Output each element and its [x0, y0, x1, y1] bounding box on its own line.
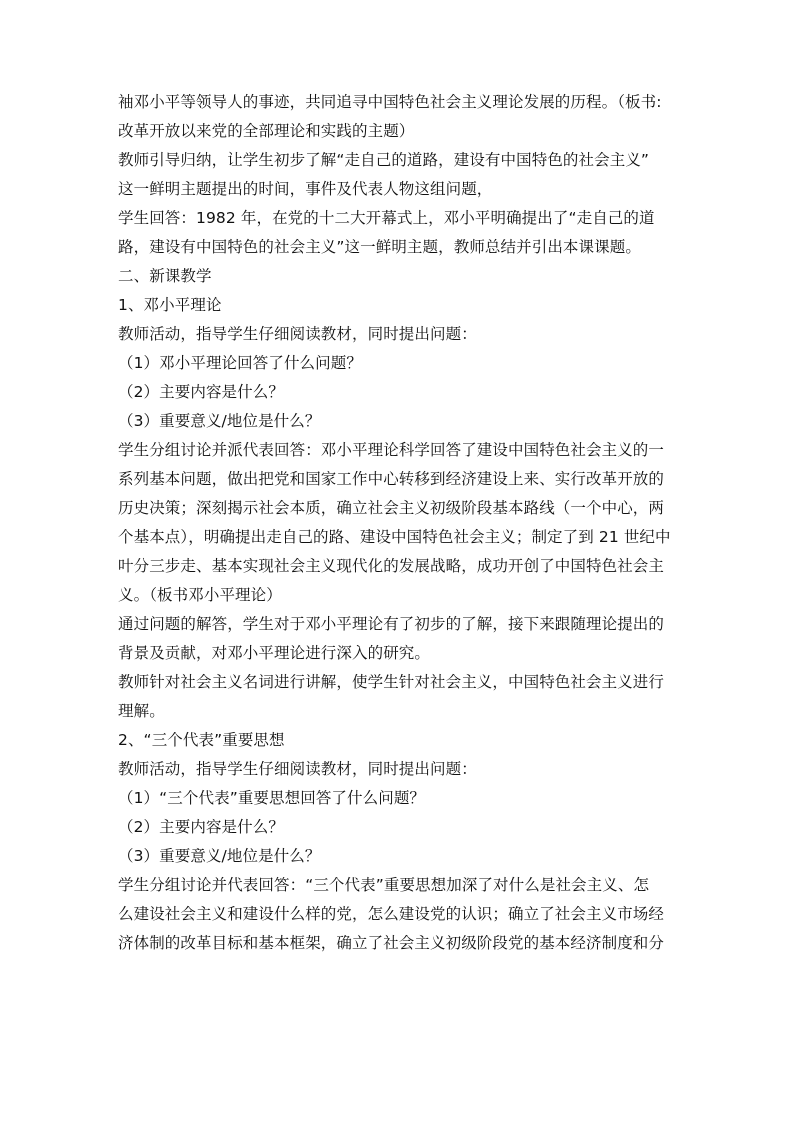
- text-line: 教师活动，指导学生仔细阅读教材，同时提出问题：: [118, 325, 477, 343]
- question-item: （2）主要内容是什么？: [118, 383, 284, 401]
- text-line: 学生回答：1982 年，在党的十二大开幕式上，邓小平明确提出了“走自己的道: [118, 209, 655, 227]
- question-item: （3）重要意义/地位是什么？: [118, 412, 321, 430]
- question-item: （3）重要意义/地位是什么？: [118, 847, 321, 865]
- text-line: 袖邓小平等领导人的事迹，共同追寻中国特色社会主义理论发展的历程。（板书:: [118, 93, 662, 111]
- question-item: （1）“三个代表”重要思想回答了什么问题？: [118, 789, 426, 807]
- text-line: 历史决策；深刻揭示社会本质，确立社会主义初级阶段基本路线（一个中心，两: [118, 499, 665, 517]
- text-line: 教师活动，指导学生仔细阅读教材，同时提出问题：: [118, 760, 477, 778]
- text-line: 学生分组讨论并代表回答：“三个代表”重要思想加深了对什么是社会主义、怎: [118, 876, 650, 894]
- text-line: 教师引导归纳，让学生初步了解“走自己的道路，建设有中国特色的社会主义”: [118, 151, 650, 169]
- subsection-heading: 2、“三个代表”重要思想: [118, 731, 285, 749]
- text-line: 么建设社会主义和建设什么样的党，怎么建设党的认识；确立了社会主义市场经: [118, 905, 665, 923]
- text-line: 改革开放以来党的全部理论和实践的主题）: [118, 122, 415, 140]
- text-line: 通过问题的解答，学生对于邓小平理论有了初步的了解，接下来跟随理论提出的: [118, 615, 665, 633]
- text-line: 教师针对社会主义名词进行讲解，使学生针对社会主义，中国特色社会主义进行: [118, 673, 665, 691]
- text-line: 叶分三步走、基本实现社会主义现代化的发展战略，成功开创了中国特色社会主: [118, 557, 665, 575]
- text-line: 学生分组讨论并派代表回答：邓小平理论科学回答了建设中国特色社会主义的一: [118, 441, 665, 459]
- document-body: [118, 88, 678, 958]
- text-line: 理解。: [118, 702, 165, 720]
- text-line: 个基本点），明确提出走自己的路、建设中国特色社会主义；制定了到 21 世纪中: [118, 528, 671, 546]
- text-line: 这一鲜明主题提出的时间，事件及代表人物这组问题，: [118, 180, 493, 198]
- subsection-heading: 1、邓小平理论: [118, 296, 222, 314]
- text-line: 济体制的改革目标和基本框架，确立了社会主义初级阶段党的基本经济制度和分: [118, 934, 665, 952]
- section-heading: 二、新课教学: [118, 267, 212, 285]
- text-line: 路，建设有中国特色的社会主义”这一鲜明主题，教师总结并引出本课课题。: [118, 238, 641, 256]
- question-item: （2）主要内容是什么？: [118, 818, 284, 836]
- text-line: 义。（板书邓小平理论）: [118, 586, 282, 604]
- text-line: 背景及贡献，对邓小平理论进行深入的研究。: [118, 644, 431, 662]
- question-item: （1）邓小平理论回答了什么问题？: [118, 354, 362, 372]
- text-line: 系列基本问题，做出把党和国家工作中心转移到经济建设上来、实行改革开放的: [118, 470, 665, 488]
